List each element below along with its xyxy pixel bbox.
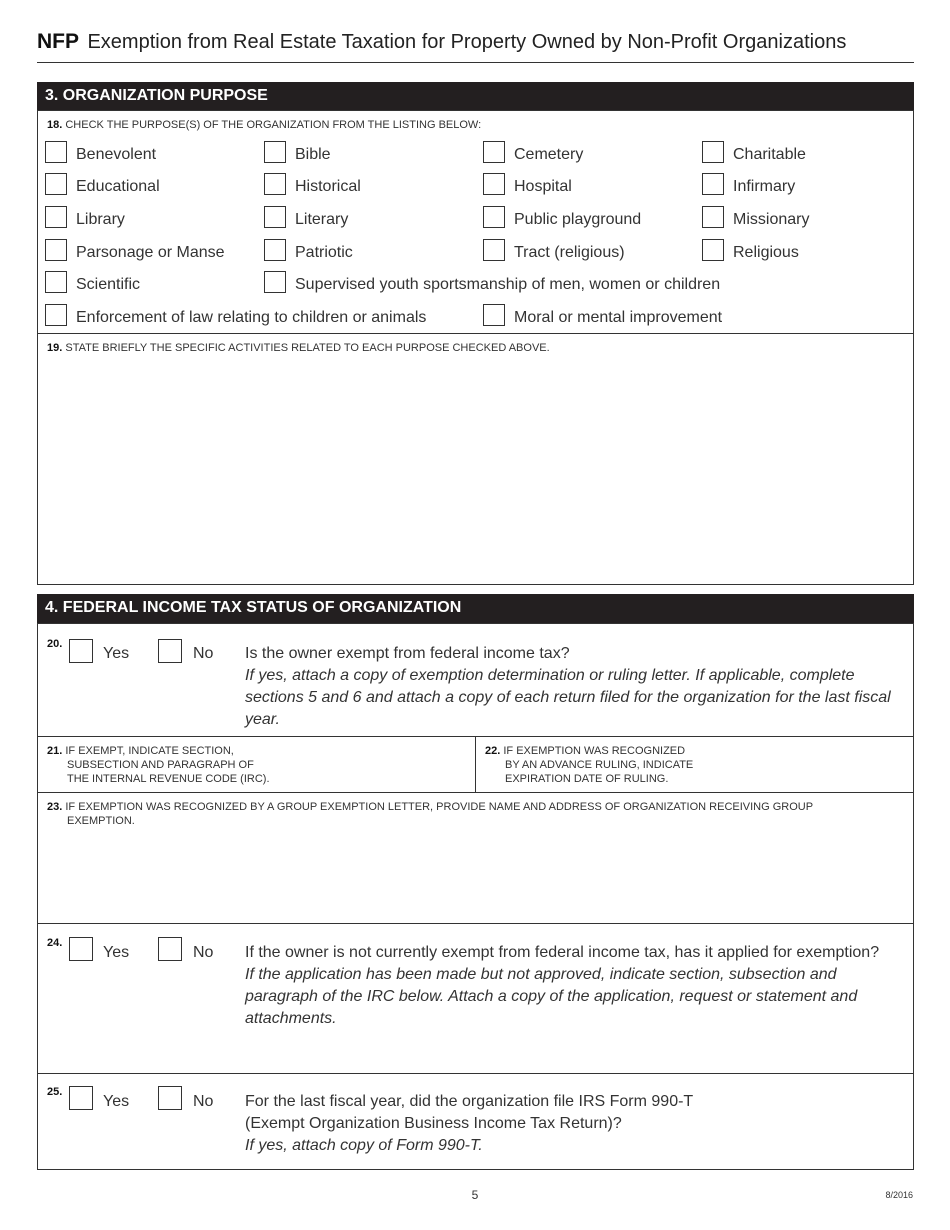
option-benevolent: Benevolent <box>76 146 157 163</box>
q24-number: 24. <box>47 937 63 949</box>
checkbox-youth-sports[interactable] <box>264 271 286 293</box>
checkbox-scientific[interactable] <box>45 271 67 293</box>
q25-question: For the last fiscal year, did the organization file IRS Form 990-T (Exempt Organization Business Income Tax Return)? If yes, attach copy of Form 990-T. <box>245 1093 694 1154</box>
option-enforcement: Enforcement of law relating to children or animals <box>76 309 427 326</box>
q20-note: If yes, attach a copy of exemption determination or ruling letter. If applicable, complete sections 5 and 6 and attach a copy of each return filed for the organization for the last fiscal year. <box>245 667 891 728</box>
q19-label: 19. STATE BRIEFLY THE SPECIFIC ACTIVITIES RELATED TO EACH PURPOSE CHECKED ABOVE. <box>47 342 550 354</box>
q19-text-area[interactable] <box>38 356 913 584</box>
divider <box>38 1073 913 1074</box>
checkbox-charitable[interactable] <box>702 141 724 163</box>
option-educational: Educational <box>76 178 160 195</box>
checkbox-library[interactable] <box>45 206 67 228</box>
section-3-header: 3. ORGANIZATION PURPOSE <box>37 82 914 111</box>
checkbox-cemetery[interactable] <box>483 141 505 163</box>
option-missionary: Missionary <box>733 211 810 228</box>
checkbox-public-playground[interactable] <box>483 206 505 228</box>
section-4-header: 4. FEDERAL INCOME TAX STATUS OF ORGANIZATION <box>37 594 914 623</box>
checkbox-moral[interactable] <box>483 304 505 326</box>
option-historical: Historical <box>295 178 361 195</box>
checkbox-bible[interactable] <box>264 141 286 163</box>
divider <box>38 923 913 924</box>
q22-label: 22. IF EXEMPTION WAS RECOGNIZED BY AN ADVANCE RULING, INDICATE EXPIRATION DATE OF RULING. <box>485 745 694 785</box>
option-infirmary: Infirmary <box>733 178 796 195</box>
option-patriotic: Patriotic <box>295 244 353 261</box>
q25-note: If yes, attach copy of Form 990-T. <box>245 1137 483 1154</box>
option-moral: Moral or mental improvement <box>514 309 723 326</box>
q25-no-checkbox[interactable] <box>158 1086 182 1110</box>
q20-number: 20. <box>47 638 63 650</box>
checkbox-literary[interactable] <box>264 206 286 228</box>
divider <box>38 333 913 334</box>
divider <box>475 736 476 792</box>
checkbox-educational[interactable] <box>45 173 67 195</box>
page-number: 5 <box>471 1188 479 1202</box>
q25-number: 25. <box>47 1086 63 1098</box>
q24-no-label: No <box>193 944 214 961</box>
option-literary: Literary <box>295 211 349 228</box>
checkbox-benevolent[interactable] <box>45 141 67 163</box>
q20-no-label: No <box>193 645 214 662</box>
option-public-playground: Public playground <box>514 211 642 228</box>
q24-note: If the application has been made but not approved, indicate section, subsection and paragraph of the IRC below. Attach a copy of the application, request or statement and attachments. <box>245 966 858 1027</box>
option-bible: Bible <box>295 146 331 163</box>
q24-question: If the owner is not currently exempt from federal income tax, has it applied for exemption? If the application has been made but not approved, indicate section, subsection and paragraph of the IRC below. Attach a copy of the application, request or statement and attachments. <box>245 944 880 1027</box>
q20-question: Is the owner exempt from federal income tax? If yes, attach a copy of exemption determination or ruling letter. If applicable, complete sections 5 and 6 and attach a copy of each return filed for the organization for the last fiscal year. <box>245 645 891 728</box>
q25-no-label: No <box>193 1093 214 1110</box>
section-3-box <box>37 110 914 585</box>
option-tract: Tract (religious) <box>514 244 625 261</box>
option-religious: Religious <box>733 244 799 261</box>
checkbox-historical[interactable] <box>264 173 286 195</box>
checkbox-missionary[interactable] <box>702 206 724 228</box>
q24-yes-checkbox[interactable] <box>69 937 93 961</box>
q25-yes-label: Yes <box>103 1093 130 1110</box>
checkbox-patriotic[interactable] <box>264 239 286 261</box>
divider <box>38 792 913 793</box>
q20-yes-label: Yes <box>103 645 130 662</box>
option-parsonage: Parsonage or Manse <box>76 244 225 261</box>
option-library: Library <box>76 211 125 228</box>
section-4-box <box>37 623 914 1170</box>
checkbox-parsonage[interactable] <box>45 239 67 261</box>
checkbox-infirmary[interactable] <box>702 173 724 195</box>
option-cemetery: Cemetery <box>514 146 584 163</box>
checkbox-religious[interactable] <box>702 239 724 261</box>
q25-yes-checkbox[interactable] <box>69 1086 93 1110</box>
q18-label: 18. CHECK THE PURPOSE(S) OF THE ORGANIZATION FROM THE LISTING BELOW: <box>47 119 482 131</box>
q24-yes-label: Yes <box>103 944 130 961</box>
page-header <box>37 30 914 63</box>
option-charitable: Charitable <box>733 146 806 163</box>
form-code: NFP <box>37 30 79 53</box>
q23-text-area[interactable] <box>38 829 913 923</box>
q23-label: 23. IF EXEMPTION WAS RECOGNIZED BY A GROUP EXEMPTION LETTER, PROVIDE NAME AND ADDRESS OF ORGANIZATION RECEIVING GROUP EXEMPTION. <box>47 801 814 827</box>
form-title: Exemption from Real Estate Taxation for Property Owned by Non-Profit Organizations <box>87 31 847 53</box>
q20-no-checkbox[interactable] <box>158 639 182 663</box>
option-scientific: Scientific <box>76 276 141 293</box>
checkbox-tract[interactable] <box>483 239 505 261</box>
option-youth-sports: Supervised youth sportsmanship of men, women or children <box>295 276 721 293</box>
checkbox-hospital[interactable] <box>483 173 505 195</box>
q21-label: 21. IF EXEMPT, INDICATE SECTION, SUBSECTION AND PARAGRAPH OF THE INTERNAL REVENUE CODE (IRC). <box>47 745 270 785</box>
checkbox-enforcement[interactable] <box>45 304 67 326</box>
option-hospital: Hospital <box>514 178 572 195</box>
q20-yes-checkbox[interactable] <box>69 639 93 663</box>
q24-no-checkbox[interactable] <box>158 937 182 961</box>
revision-date: 8/2016 <box>885 1190 913 1200</box>
